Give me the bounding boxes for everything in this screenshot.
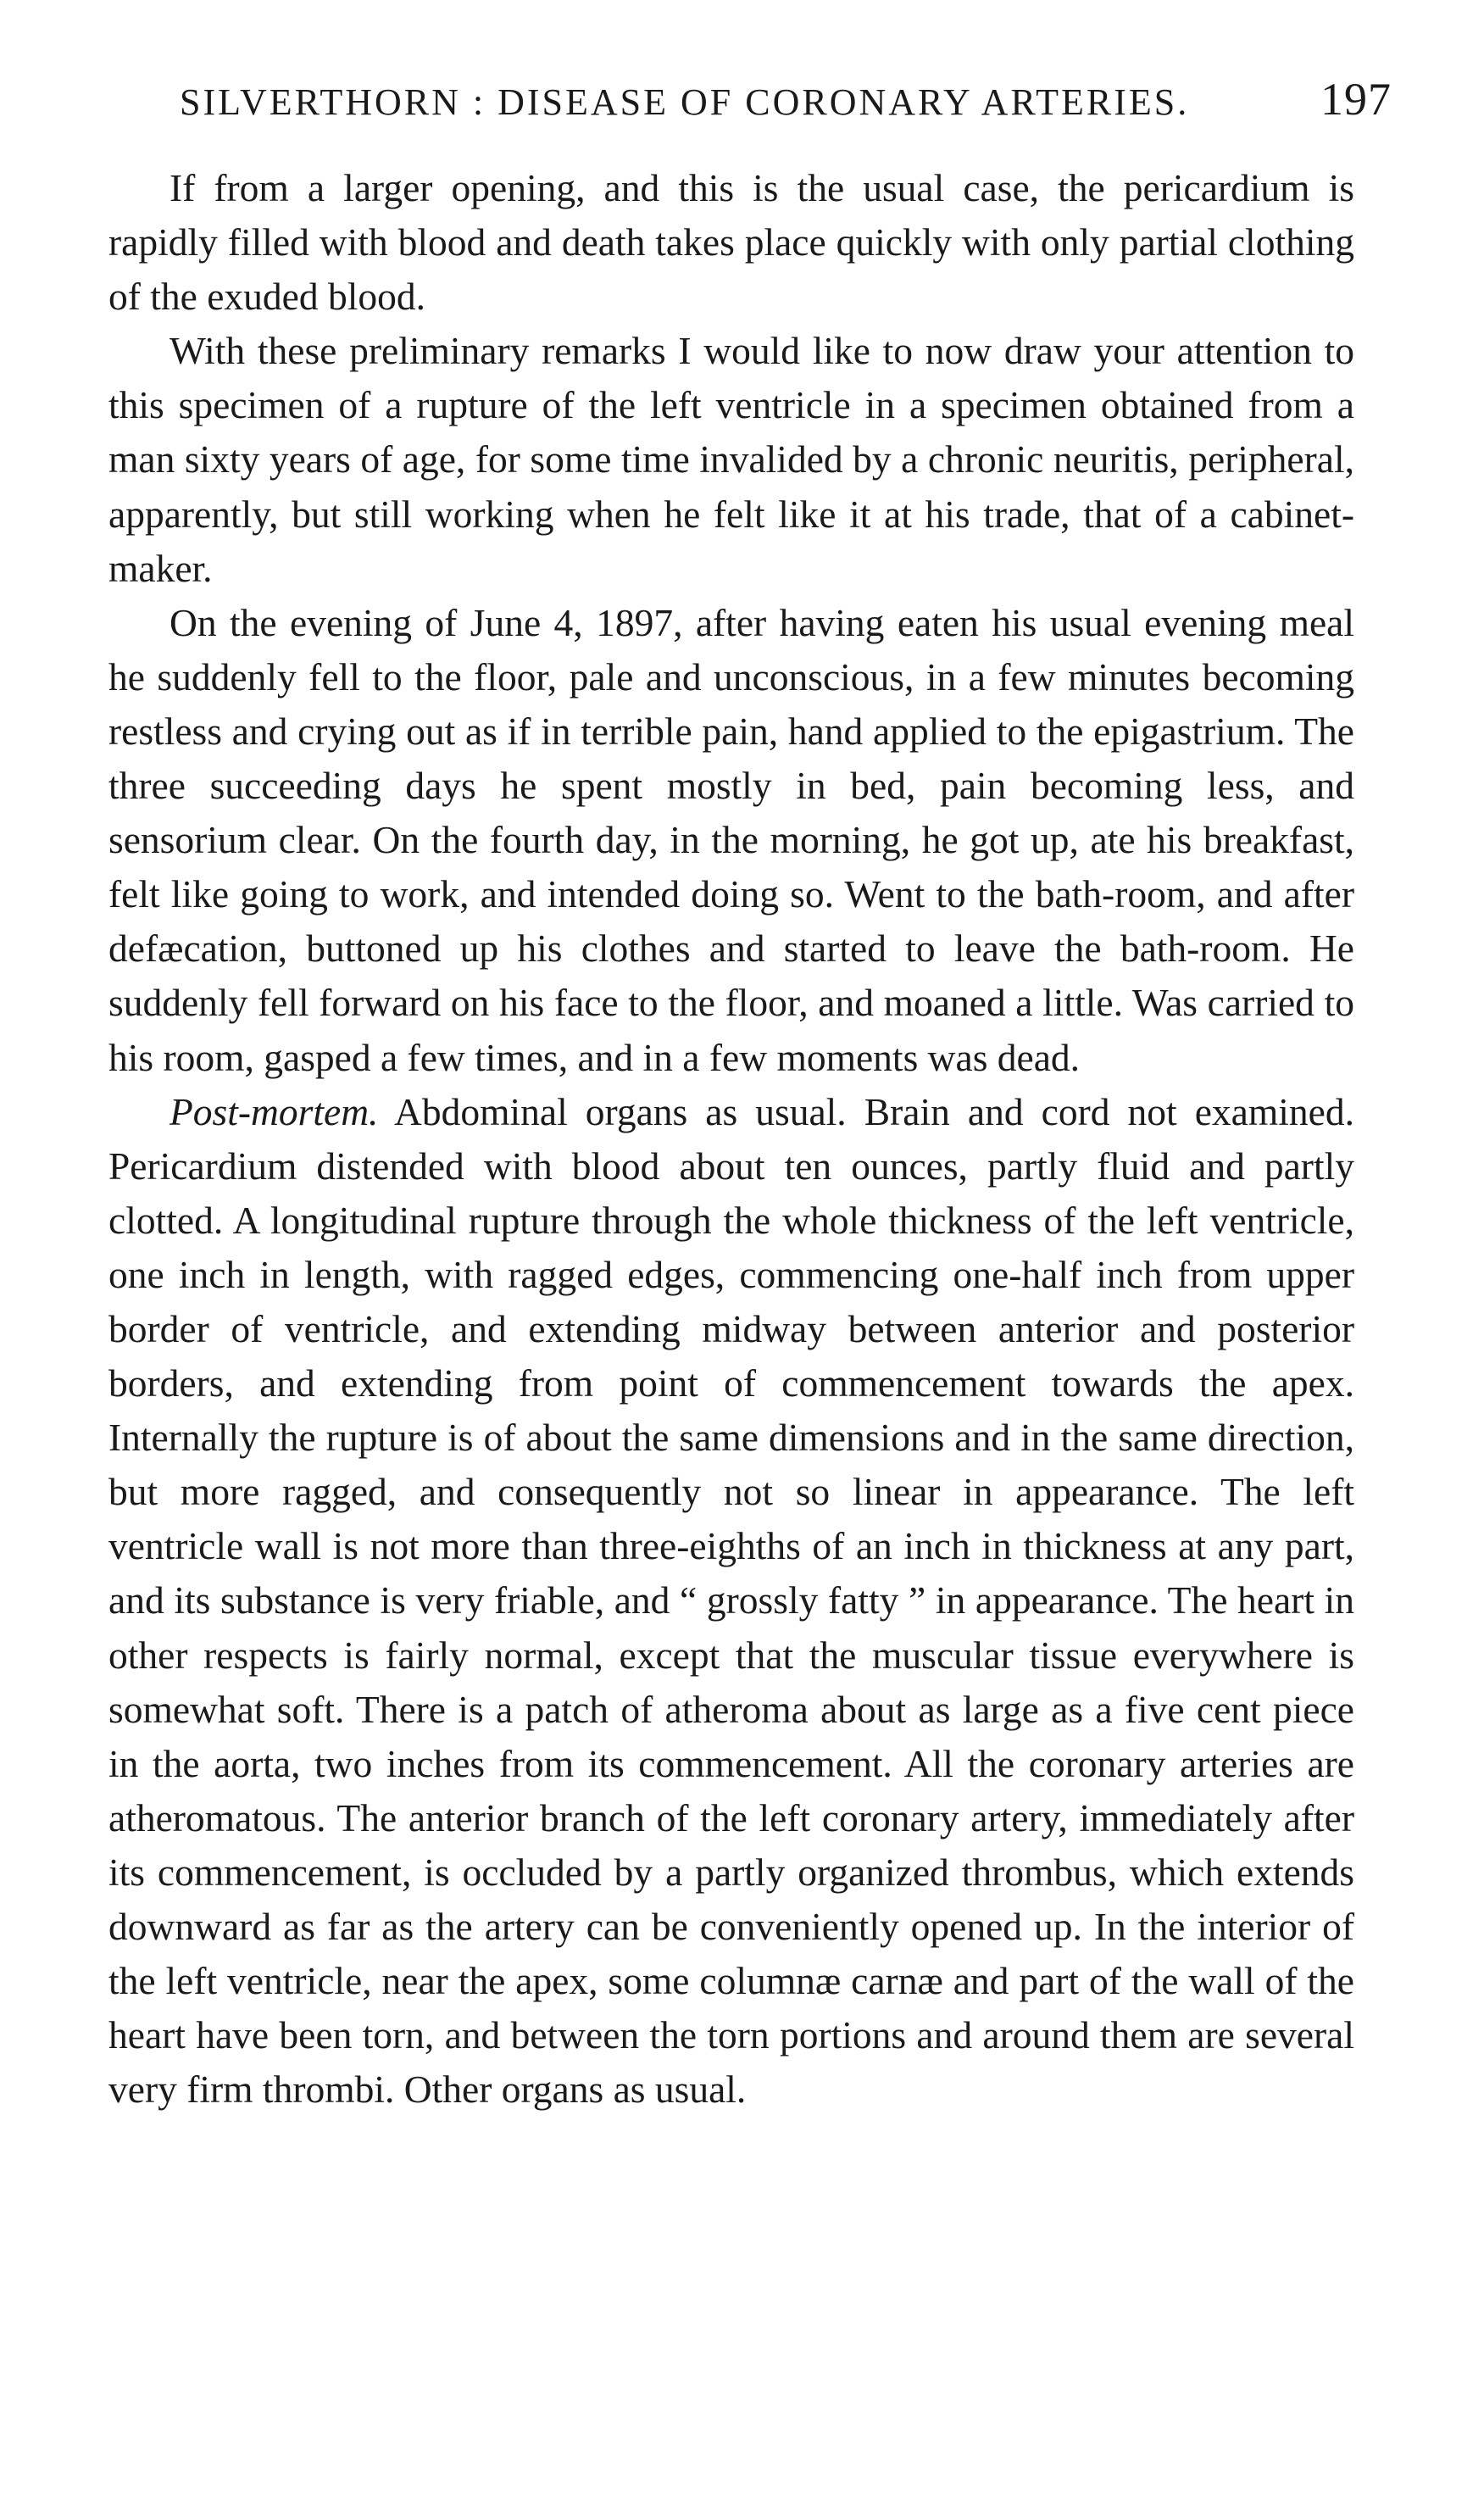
paragraph-case-history bbox=[108, 596, 1354, 1085]
page-number: 197 bbox=[1320, 74, 1392, 125]
paragraph-specimen-intro bbox=[108, 324, 1354, 595]
paragraph-rupture-opening bbox=[108, 161, 1354, 324]
running-head bbox=[180, 73, 1392, 141]
paragraph-text: With these preliminary remarks I would like to now draw your attention to this specimen of a rupture of the left ventricle in a specimen obtained from a man sixty years of age, for some time invalided by a chronic neuritis, peripheral, apparently, but still working when he felt like it at his trade, that of a cabinet-maker. bbox=[108, 329, 1354, 590]
paragraph-post-mortem bbox=[108, 1085, 1354, 2118]
running-title: SILVERTHORN : DISEASE OF CORONARY ARTERIES. bbox=[180, 81, 1190, 123]
body-text bbox=[108, 161, 1354, 2117]
paragraph-text: Abdominal organs as usual. Brain and cord not examined. Pericardium distended with blood about ten ounces, partly fluid and partly clotted. A longitudinal rupture through the whole thickness of the left ventricle, one inch in length, with ragged edges, commencing one-half inch from upper border of ventricle, and extending midway between anterior and posterior borders, and extending from point of commencement towards the apex. Internally the rupture is of about the same dimensions and in the same direction, but more ragged, and consequently not so linear in appearance. The left ventricle wall is not more than three-eighths of an inch in thickness at any part, and its substance is very friable, and “ grossly fatty ” in appearance. The heart in other respects is fairly normal, except that the muscular tissue everywhere is somewhat soft. There is a patch of atheroma about as large as a five cent piece in the aorta, two inches from its commencement. All the coronary arteries are atheromatous. The anterior branch of the left coronary artery, immediately after its commencement, is occluded by a partly organized thrombus, which extends downward as far as the artery can be conveniently opened up. In the interior of the left ventricle, near the apex, some columnæ carnæ and part of the wall of the heart have been torn, and between the torn portions and around them are several very firm thrombi. Other organs as usual. bbox=[108, 1089, 1354, 2112]
post-mortem-heading: Post-mortem. bbox=[170, 1089, 379, 1133]
paragraph-text: If from a larger opening, and this is the usual case, the pericardium is rapidly filled with blood and death takes place quickly with only partial clothing of the exuded blood. bbox=[108, 166, 1354, 319]
paragraph-text: On the evening of June 4, 1897, after having eaten his usual evening meal he suddenly fell to the floor, pale and unconscious, in a few minutes becoming restless and crying out as if in terrible pain, hand applied to the epigastrium. The three succeeding days he spent mostly in bed, pain becoming less, and sensorium clear. On the fourth day, in the morning, he got up, ate his breakfast, felt like going to work, and intended doing so. Went to the bath-room, and after defæcation, buttoned up his clothes and started to leave the bath-room. He suddenly fell forward on his face to the floor, and moaned a little. Was carried to his room, gasped a few times, and in a few moments was dead. bbox=[108, 600, 1354, 1079]
